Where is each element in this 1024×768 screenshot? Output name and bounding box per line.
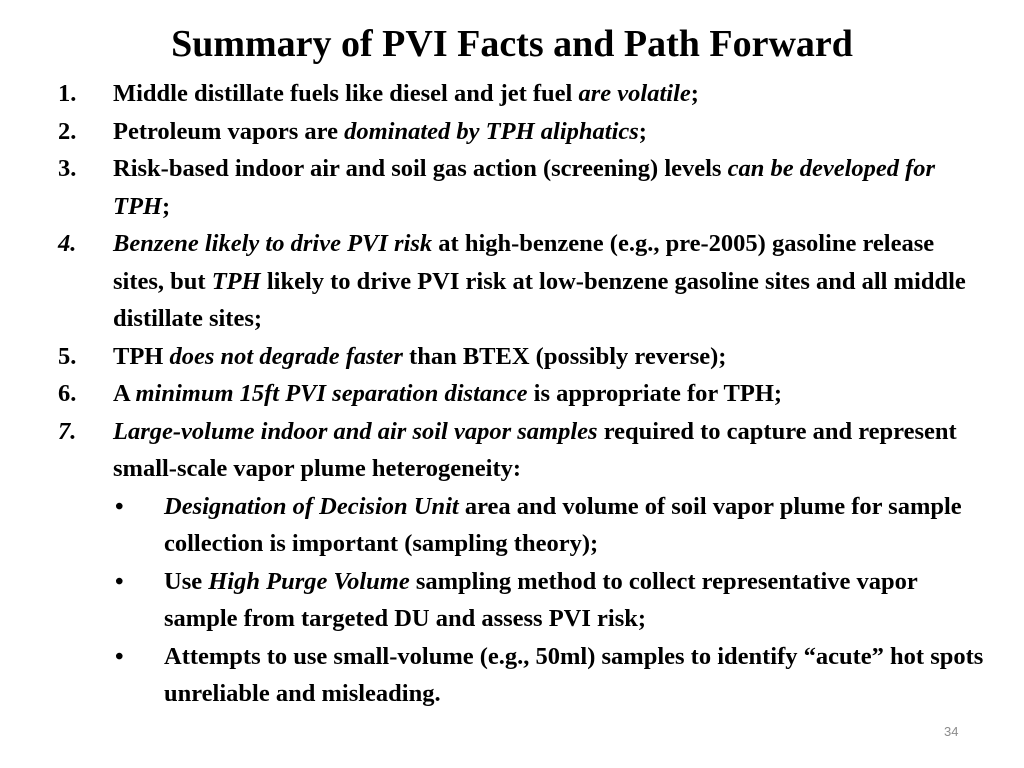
item-emphasis: can be developed for TPH	[113, 155, 936, 220]
item-text: is appropriate for TPH;	[527, 380, 783, 407]
list-item-7	[0, 413, 1024, 488]
item-text: ;	[690, 80, 699, 107]
bullet-emphasis: Designation of Decision Unit	[164, 492, 459, 520]
item-number: 5.	[58, 342, 77, 370]
sub-bullet-1	[0, 488, 1024, 563]
list-item-6	[0, 375, 1024, 413]
list-item-2	[0, 113, 1024, 151]
list-item-4	[0, 225, 1024, 338]
item-emphasis: Benzene likely to drive PVI risk	[113, 230, 433, 257]
sub-bullet-3	[0, 638, 1024, 713]
bullet-symbol: •	[115, 567, 124, 595]
sub-bullet-2	[0, 563, 1024, 638]
item-emphasis: dominated by TPH aliphatics	[344, 117, 639, 145]
item-emphasis: Large-volume indoor and air soil vapor samples	[113, 417, 598, 445]
item-emphasis: TPH	[211, 267, 261, 295]
item-text: A	[113, 380, 136, 407]
item-number: 7.	[58, 417, 77, 445]
item-text: TPH	[113, 342, 170, 370]
item-text: Petroleum vapors are	[113, 117, 345, 145]
list-item-3	[0, 150, 1024, 225]
item-emphasis: does not degrade faster	[169, 342, 403, 370]
item-emphasis: are volatile	[578, 80, 691, 107]
bullet-symbol: •	[115, 492, 124, 520]
item-number: 6.	[58, 380, 77, 407]
list-item-5	[0, 338, 1024, 376]
bullet-text: sampling method to collect representative vapor sample from targeted DU and assess PVI risk;	[164, 567, 918, 632]
item-text: ;	[638, 117, 647, 145]
item-text: required to capture and represent small-scale vapor plume heterogeneity:	[113, 417, 957, 482]
item-number: 4.	[58, 230, 77, 257]
summary-list	[0, 75, 1024, 713]
item-text: at high-benzene (e.g., pre-2005) gasoline release sites, but	[113, 230, 935, 295]
bullet-text: Use	[164, 567, 209, 595]
item-number: 3.	[58, 155, 77, 182]
bullet-emphasis: High Purge Volume	[208, 567, 410, 595]
bullet-text: Attempts to use small-volume (e.g., 50ml) samples to identify “acute” hot spots unreliable and misleading.	[164, 642, 984, 707]
bullet-text: area and volume of soil vapor plume for sample collection is important (sampling theory);	[164, 492, 962, 557]
page-number: 34	[944, 724, 959, 739]
item-text: than BTEX (possibly reverse);	[402, 342, 727, 370]
item-number: 2.	[58, 117, 77, 145]
item-text: ;	[162, 192, 171, 220]
item-number: 1.	[58, 80, 77, 107]
item-emphasis: minimum 15ft PVI separation distance	[135, 380, 528, 407]
slide-title: Summary of PVI Facts and Path Forward	[171, 23, 853, 65]
list-item-1	[0, 75, 1024, 113]
item-text: Middle distillate fuels like diesel and jet fuel	[113, 80, 579, 107]
item-text: likely to drive PVI risk at low-benzene gasoline sites and all middle distillate sites;	[113, 267, 966, 332]
bullet-symbol: •	[115, 642, 124, 670]
item-text: Risk-based indoor air and soil gas action (screening) levels	[113, 155, 728, 182]
